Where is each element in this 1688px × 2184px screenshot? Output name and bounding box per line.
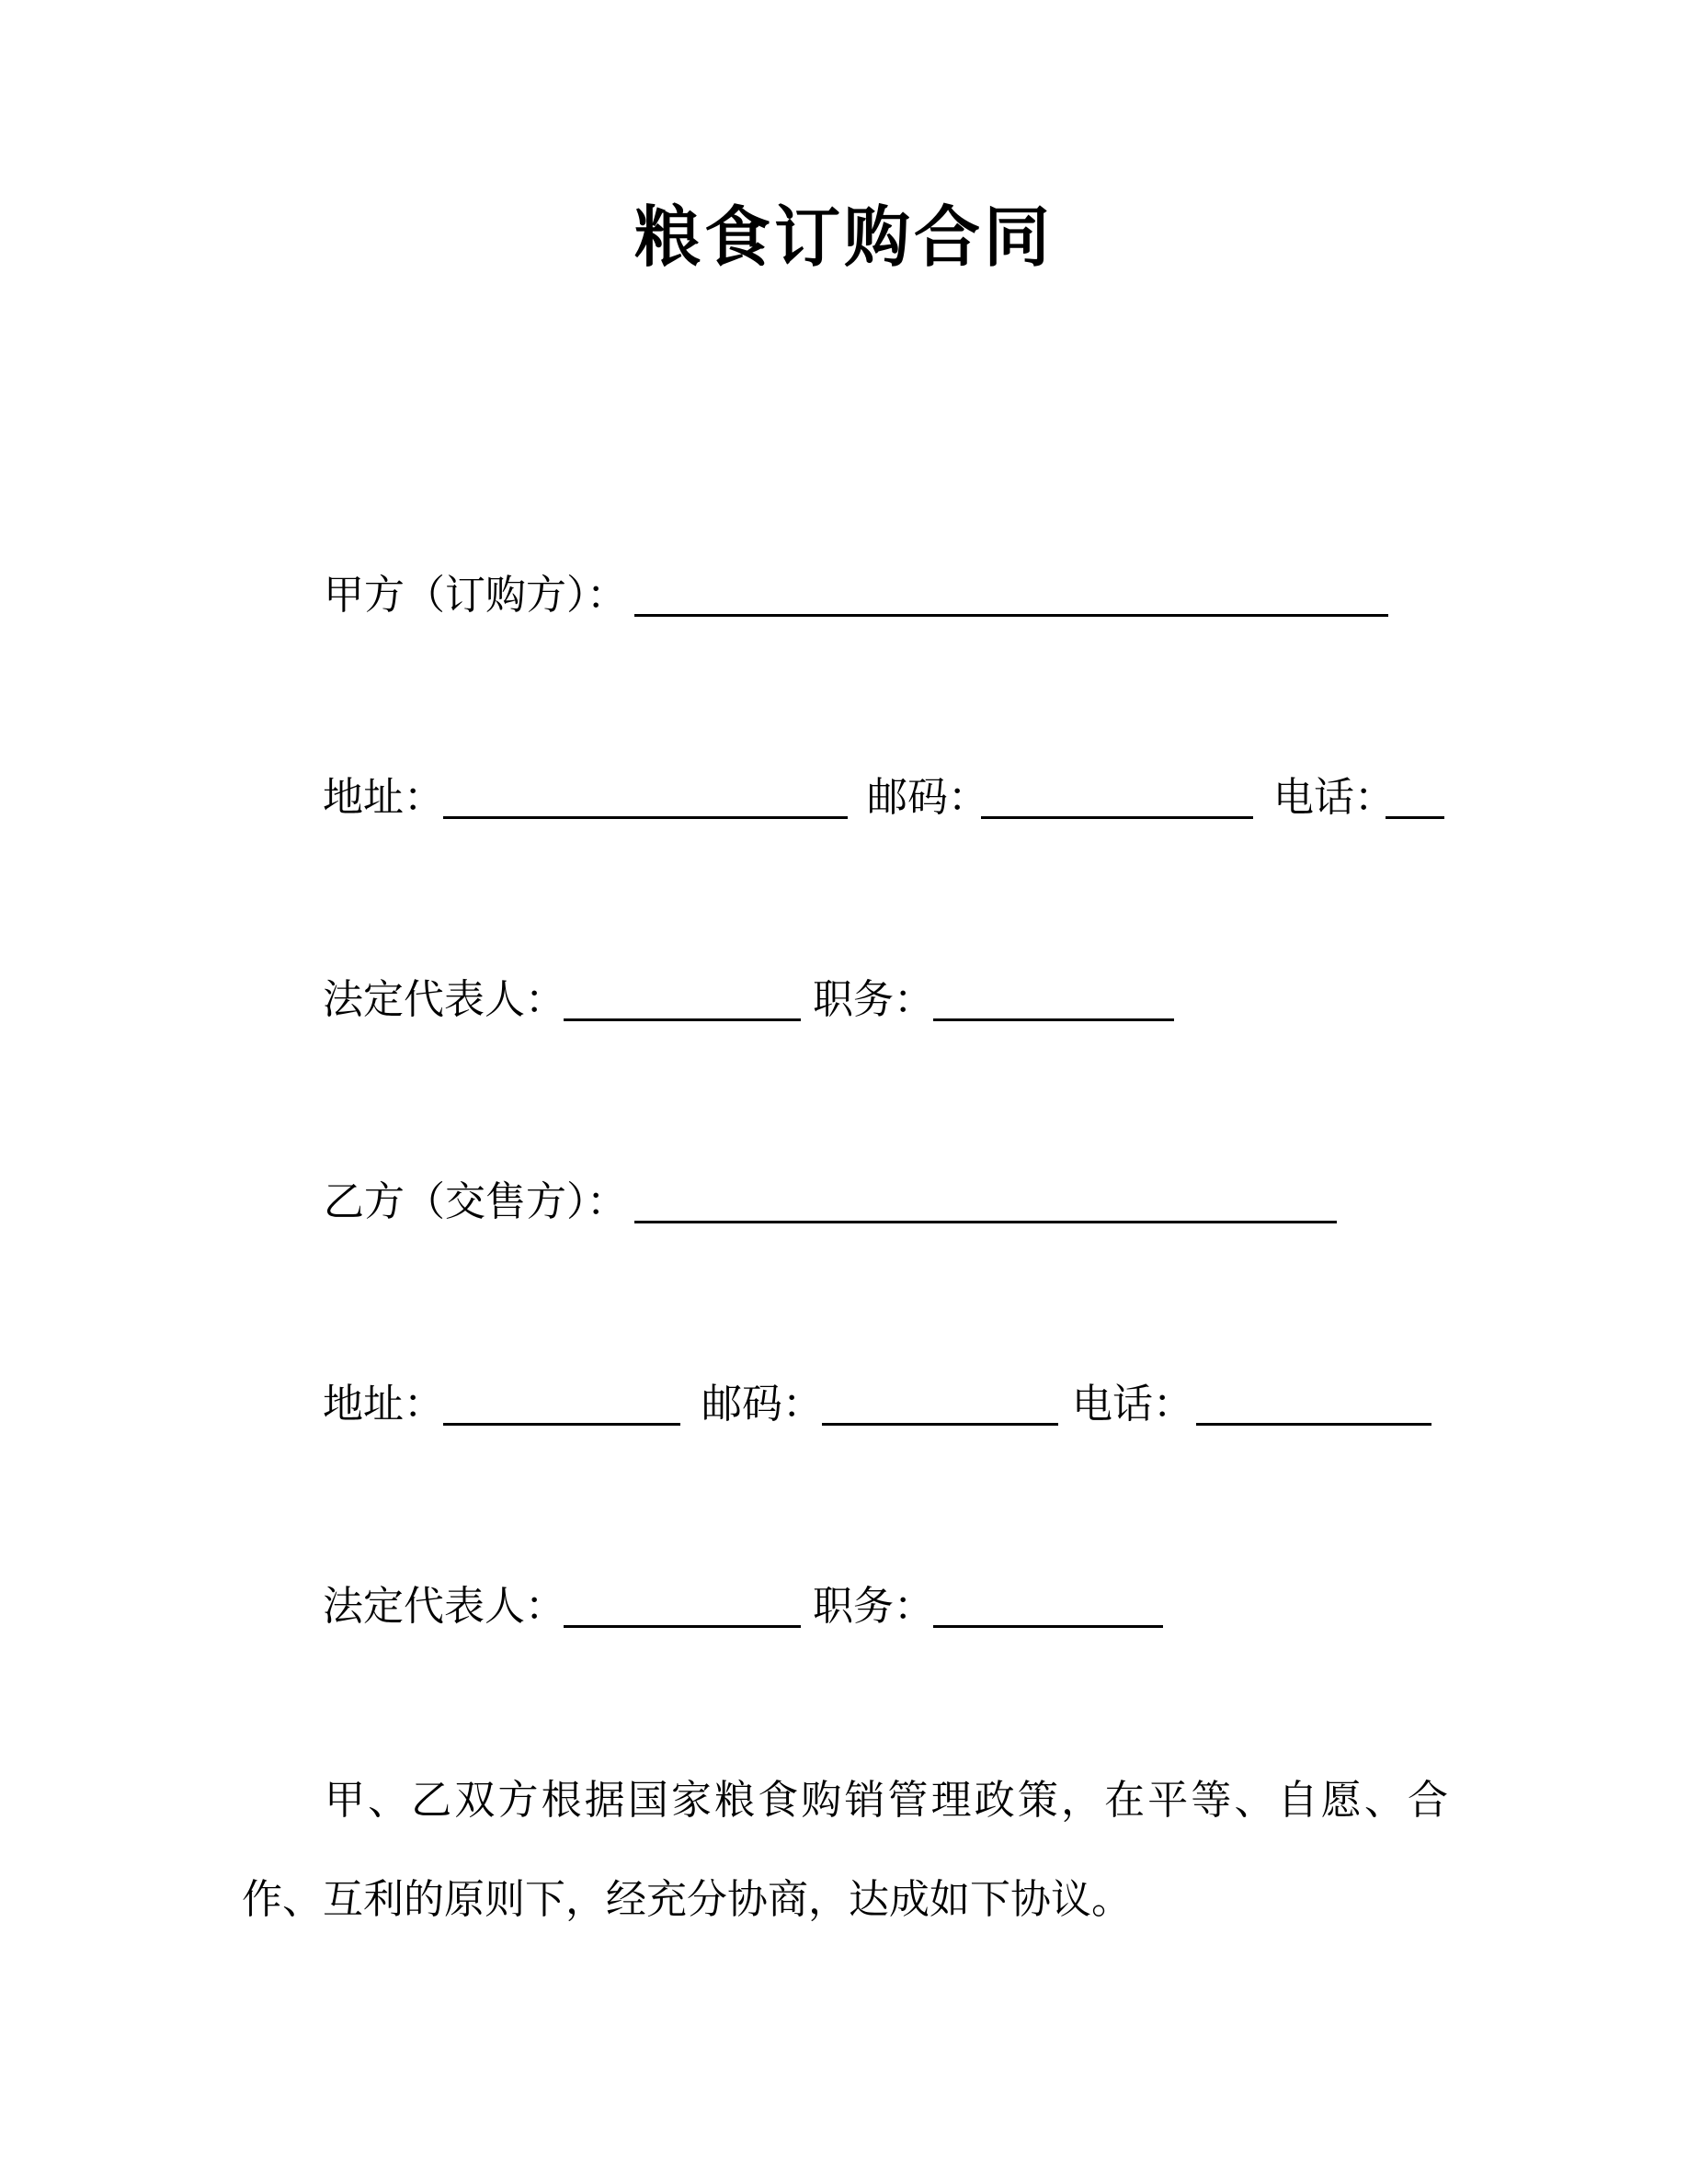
party-b-rep-line [0,1583,1688,1634]
party-b-position-blank[interactable] [933,1583,1163,1628]
party-a-postcode-blank[interactable] [981,774,1253,819]
party-b-name-label: 乙方（交售方）： [324,1179,627,1224]
document-title: 粮食订购合同 [633,201,1054,275]
party-b-position-label: 职务： [813,1584,934,1629]
preamble-paragraph: 甲、乙双方根据国家粮食购销管理政策，在平等、自愿、合作、互利的原则下，经充分协商，达成如下协议。 [242,1778,1448,1922]
party-b-legal-rep-label: 法定代表人： [323,1584,565,1629]
party-b-phone-label: 电话： [1072,1382,1193,1427]
party-b-name-line [0,1178,1688,1230]
party-a-position-blank[interactable] [933,976,1174,1021]
party-b-address-line [0,1381,1688,1432]
party-a-legal-rep-blank[interactable] [564,976,801,1021]
party-b-postcode-label: 邮码： [701,1382,823,1427]
party-b-phone-blank[interactable] [1196,1381,1431,1426]
party-a-phone-blank[interactable] [1386,774,1444,819]
party-a-name-blank[interactable] [634,572,1388,617]
party-b-postcode-blank[interactable] [822,1381,1058,1426]
party-a-phone-label: 电话： [1273,775,1395,820]
party-b-name-blank[interactable] [634,1178,1337,1223]
party-a-address-line [0,774,1688,825]
party-b-address-blank[interactable] [443,1381,680,1426]
party-a-legal-rep-label: 法定代表人： [323,977,565,1022]
party-a-address-label: 地址： [323,775,444,820]
party-a-address-blank[interactable] [443,774,848,819]
party-a-name-line [0,572,1688,623]
party-b-address-label: 地址： [323,1382,444,1427]
party-a-name-label: 甲方（订购方）： [324,573,627,618]
party-a-position-label: 职务： [813,977,934,1022]
party-b-legal-rep-blank[interactable] [564,1583,801,1628]
party-a-rep-line [0,976,1688,1028]
party-a-postcode-label: 邮码： [867,775,988,820]
